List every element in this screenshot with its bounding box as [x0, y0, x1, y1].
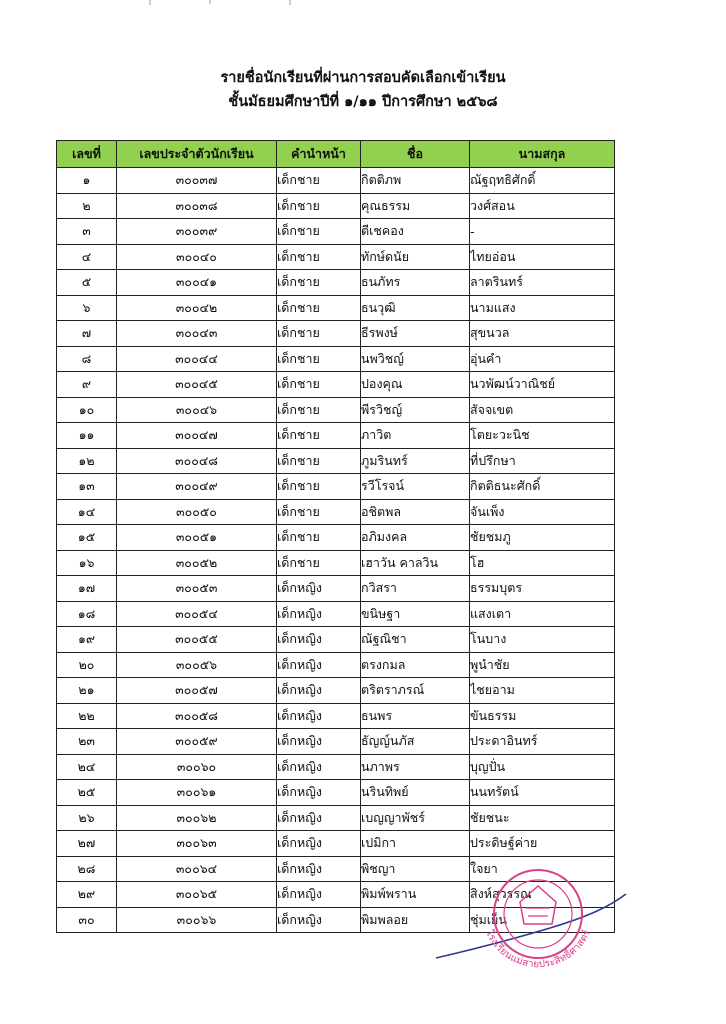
- cell-last-name: แสงเตา: [470, 601, 615, 627]
- cell-prefix: เด็กหญิง: [277, 780, 361, 806]
- cell-prefix: เด็กชาย: [277, 219, 361, 245]
- cell-prefix: เด็กหญิง: [277, 729, 361, 755]
- cell-prefix: เด็กชาย: [277, 423, 361, 449]
- cell-last-name: ประดาอินทร์: [470, 729, 615, 755]
- cell-prefix: เด็กชาย: [277, 295, 361, 321]
- table-row: [57, 346, 615, 372]
- cell-number: ๑: [57, 168, 117, 194]
- cell-first-name: คุณธรรม: [361, 193, 470, 219]
- cell-prefix: เด็กชาย: [277, 448, 361, 474]
- cell-first-name: ธนพร: [361, 703, 470, 729]
- cell-student-id: ๓๐๐๕๘: [117, 703, 277, 729]
- cell-student-id: ๓๐๐๔๕: [117, 372, 277, 398]
- student-roster-table: [56, 140, 615, 933]
- cell-last-name: ขันธรรม: [470, 703, 615, 729]
- cell-first-name: นรินทิพย์: [361, 780, 470, 806]
- table-row: [57, 678, 615, 704]
- cell-last-name: ธรรมบุตร: [470, 576, 615, 602]
- school-seal-stamp: [468, 862, 608, 972]
- cell-first-name: กิตติภพ: [361, 168, 470, 194]
- cell-last-name: บุญปั่น: [470, 754, 615, 780]
- table-row: [57, 295, 615, 321]
- cell-prefix: เด็กหญิง: [277, 907, 361, 933]
- table-row: [57, 780, 615, 806]
- cell-student-id: ๓๐๐๕๓: [117, 576, 277, 602]
- table-body: [57, 168, 615, 933]
- cell-number: ๑๒: [57, 448, 117, 474]
- cell-first-name: ทักษ์ดนัย: [361, 244, 470, 270]
- cell-last-name: สัจจเขต: [470, 397, 615, 423]
- cell-number: ๑๘: [57, 601, 117, 627]
- cell-number: ๒๒: [57, 703, 117, 729]
- cell-last-name: ชุ่มเย็น: [470, 907, 615, 933]
- cell-number: ๑๓: [57, 474, 117, 500]
- cell-student-id: ๓๐๐๔๑: [117, 270, 277, 296]
- cell-student-id: ๓๐๐๕๙: [117, 729, 277, 755]
- cell-last-name: โฮ: [470, 550, 615, 576]
- cell-number: ๔: [57, 244, 117, 270]
- cell-first-name: เบญญาพัชร์: [361, 805, 470, 831]
- cell-last-name: กิตติธนะศักดิ์: [470, 474, 615, 500]
- cell-number: ๒๓: [57, 729, 117, 755]
- cell-student-id: ๓๐๐๕๐: [117, 499, 277, 525]
- cell-prefix: เด็กหญิง: [277, 652, 361, 678]
- cell-first-name: อภิมงคล: [361, 525, 470, 551]
- cell-last-name: โตยะวะนิช: [470, 423, 615, 449]
- cell-last-name: อุ่นคำ: [470, 346, 615, 372]
- cell-student-id: ๓๐๐๖๔: [117, 856, 277, 882]
- table-row: [57, 372, 615, 398]
- cell-number: ๑๖: [57, 550, 117, 576]
- cell-student-id: ๓๐๐๔๓: [117, 321, 277, 347]
- cell-student-id: ๓๐๐๔๖: [117, 397, 277, 423]
- cell-last-name: ณัฐฤทธิศักดิ์: [470, 168, 615, 194]
- table-row: [57, 729, 615, 755]
- cell-first-name: เปมิกา: [361, 831, 470, 857]
- cell-last-name: ไทยอ่อน: [470, 244, 615, 270]
- cell-last-name: จันเพ็ง: [470, 499, 615, 525]
- cell-first-name: พิชญา: [361, 856, 470, 882]
- cell-student-id: ๓๐๐๔๘: [117, 448, 277, 474]
- cell-number: ๑๑: [57, 423, 117, 449]
- cell-number: ๑๐: [57, 397, 117, 423]
- cell-number: ๒๙: [57, 882, 117, 908]
- table-row: [57, 499, 615, 525]
- cell-last-name: โนบาง: [470, 627, 615, 653]
- cell-prefix: เด็กหญิง: [277, 856, 361, 882]
- cell-last-name: พูนำชัย: [470, 652, 615, 678]
- cell-last-name: สุขนวล: [470, 321, 615, 347]
- cell-student-id: ๓๐๐๔๗: [117, 423, 277, 449]
- document-subtitle: ชั้นมัธยมศึกษาปีที่ ๑/๑๑ ปีการศึกษา ๒๕๖๘: [228, 94, 498, 110]
- cell-prefix: เด็กชาย: [277, 397, 361, 423]
- cell-student-id: ๓๐๐๖๐: [117, 754, 277, 780]
- cell-prefix: เด็กชาย: [277, 244, 361, 270]
- cell-student-id: ๓๐๐๓๙: [117, 219, 277, 245]
- cell-first-name: ปองคุณ: [361, 372, 470, 398]
- cell-number: ๒: [57, 193, 117, 219]
- cell-last-name: นวพัฒน์วาณิชย์: [470, 372, 615, 398]
- cell-number: ๒๖: [57, 805, 117, 831]
- cell-number: ๒๘: [57, 856, 117, 882]
- cell-number: ๓: [57, 219, 117, 245]
- cell-prefix: เด็กชาย: [277, 346, 361, 372]
- column-header-last-name: นามสกุล: [470, 141, 615, 168]
- cell-prefix: เด็กชาย: [277, 321, 361, 347]
- cell-prefix: เด็กหญิง: [277, 882, 361, 908]
- cell-last-name: นนทรัตน์: [470, 780, 615, 806]
- table-row: [57, 448, 615, 474]
- cell-first-name: ตรงกมล: [361, 652, 470, 678]
- cell-first-name: ธนภัทร: [361, 270, 470, 296]
- cell-first-name: ธีรพงษ์: [361, 321, 470, 347]
- cell-number: ๒๕: [57, 780, 117, 806]
- column-header-first-name: ชื่อ: [361, 141, 470, 168]
- cell-prefix: เด็กหญิง: [277, 576, 361, 602]
- cell-student-id: ๓๐๐๔๐: [117, 244, 277, 270]
- cell-student-id: ๓๐๐๖๓: [117, 831, 277, 857]
- cell-student-id: ๓๐๐๖๕: [117, 882, 277, 908]
- cell-number: ๖: [57, 295, 117, 321]
- cell-prefix: เด็กหญิง: [277, 754, 361, 780]
- stamp-lettering: โรงเรียนแม่สายประสิทธิ์ศาสตร์: [483, 928, 593, 971]
- cell-prefix: เด็กชาย: [277, 474, 361, 500]
- cell-student-id: ๓๐๐๖๒: [117, 805, 277, 831]
- cell-number: ๒๐: [57, 652, 117, 678]
- cell-number: ๘: [57, 346, 117, 372]
- table-row: [57, 321, 615, 347]
- cell-first-name: กวิสรา: [361, 576, 470, 602]
- cell-last-name: ประดิษฐ์ค่าย: [470, 831, 615, 857]
- cell-number: ๙: [57, 372, 117, 398]
- cell-number: ๓๐: [57, 907, 117, 933]
- cell-student-id: ๓๐๐๕๗: [117, 678, 277, 704]
- cell-prefix: เด็กชาย: [277, 550, 361, 576]
- cell-first-name: ภาวิต: [361, 423, 470, 449]
- cell-first-name: ภูมรินทร์: [361, 448, 470, 474]
- cell-student-id: ๓๐๐๖๖: [117, 907, 277, 933]
- table-row: [57, 754, 615, 780]
- cell-prefix: เด็กหญิง: [277, 703, 361, 729]
- cell-last-name: ลาตรินทร์: [470, 270, 615, 296]
- cell-prefix: เด็กหญิง: [277, 601, 361, 627]
- cell-prefix: เด็กชาย: [277, 525, 361, 551]
- cell-student-id: ๓๐๐๓๘: [117, 193, 277, 219]
- cell-first-name: นภาพร: [361, 754, 470, 780]
- cell-student-id: ๓๐๐๔๙: [117, 474, 277, 500]
- cell-first-name: รวีโรจน์: [361, 474, 470, 500]
- document-title: รายชื่อนักเรียนที่ผ่านการสอบคัดเลือกเข้าเรียน: [220, 70, 506, 86]
- cell-student-id: ๓๐๐๓๗: [117, 168, 277, 194]
- cell-prefix: เด็กหญิง: [277, 831, 361, 857]
- scan-artifact-marks: [140, 0, 300, 6]
- cell-first-name: ธัญญ์นภัส: [361, 729, 470, 755]
- cell-student-id: ๓๐๐๕๑: [117, 525, 277, 551]
- table-row: [57, 193, 615, 219]
- cell-first-name: อชิตพล: [361, 499, 470, 525]
- column-header-student-id: เลขประจำตัวนักเรียน: [117, 141, 277, 168]
- table-row: [57, 703, 615, 729]
- table-row: [57, 244, 615, 270]
- cell-first-name: พิมพ์พราน: [361, 882, 470, 908]
- cell-last-name: สิงห์สุวรรณ: [470, 882, 615, 908]
- cell-student-id: ๓๐๐๔๒: [117, 295, 277, 321]
- table-row: [57, 168, 615, 194]
- table-row: [57, 805, 615, 831]
- cell-last-name: ชัยชมภู: [470, 525, 615, 551]
- cell-first-name: ขนิษฐา: [361, 601, 470, 627]
- cell-last-name: วงศ์สอน: [470, 193, 615, 219]
- cell-prefix: เด็กชาย: [277, 270, 361, 296]
- cell-prefix: เด็กชาย: [277, 372, 361, 398]
- cell-last-name: ชัยชนะ: [470, 805, 615, 831]
- cell-prefix: เด็กชาย: [277, 499, 361, 525]
- cell-number: ๑๕: [57, 525, 117, 551]
- cell-number: ๕: [57, 270, 117, 296]
- cell-prefix: เด็กชาย: [277, 193, 361, 219]
- table-row: [57, 270, 615, 296]
- cell-number: ๑๙: [57, 627, 117, 653]
- cell-first-name: พีรวิชญ์: [361, 397, 470, 423]
- table-row: [57, 397, 615, 423]
- table-row: [57, 525, 615, 551]
- column-header-prefix: คำนำหน้า: [277, 141, 361, 168]
- cell-number: ๒๔: [57, 754, 117, 780]
- cell-student-id: ๓๐๐๕๖: [117, 652, 277, 678]
- table-row: [57, 831, 615, 857]
- table-row: [57, 652, 615, 678]
- table-row: [57, 474, 615, 500]
- table-header-row: [57, 141, 615, 168]
- column-header-number: เลขที่: [57, 141, 117, 168]
- cell-first-name: ตริตราภรณ์: [361, 678, 470, 704]
- cell-number: ๗: [57, 321, 117, 347]
- table-row: [57, 219, 615, 245]
- cell-last-name: นามแสง: [470, 295, 615, 321]
- table-row: [57, 576, 615, 602]
- cell-student-id: ๓๐๐๕๕: [117, 627, 277, 653]
- cell-prefix: เด็กชาย: [277, 168, 361, 194]
- cell-student-id: ๓๐๐๕๒: [117, 550, 277, 576]
- table-row: [57, 550, 615, 576]
- cell-student-id: ๓๐๐๔๔: [117, 346, 277, 372]
- cell-last-name: ใจยา: [470, 856, 615, 882]
- cell-number: ๑๔: [57, 499, 117, 525]
- cell-student-id: ๓๐๐๖๑: [117, 780, 277, 806]
- table-row: [57, 423, 615, 449]
- cell-first-name: นพวิชญ์: [361, 346, 470, 372]
- cell-prefix: เด็กหญิง: [277, 805, 361, 831]
- cell-prefix: เด็กหญิง: [277, 678, 361, 704]
- cell-number: ๒๗: [57, 831, 117, 857]
- cell-prefix: เด็กหญิง: [277, 627, 361, 653]
- table-row: [57, 601, 615, 627]
- cell-number: ๒๑: [57, 678, 117, 704]
- cell-first-name: ตีเชคอง: [361, 219, 470, 245]
- cell-first-name: พิมพลอย: [361, 907, 470, 933]
- cell-number: ๑๗: [57, 576, 117, 602]
- cell-first-name: ณัฐณิชา: [361, 627, 470, 653]
- cell-last-name: -: [470, 219, 615, 245]
- cell-first-name: ธนวุฒิ: [361, 295, 470, 321]
- cell-first-name: เฮาวัน คาลวิน: [361, 550, 470, 576]
- cell-last-name: ไชยอาม: [470, 678, 615, 704]
- cell-student-id: ๓๐๐๕๔: [117, 601, 277, 627]
- cell-last-name: ที่ปรึกษา: [470, 448, 615, 474]
- table-row: [57, 627, 615, 653]
